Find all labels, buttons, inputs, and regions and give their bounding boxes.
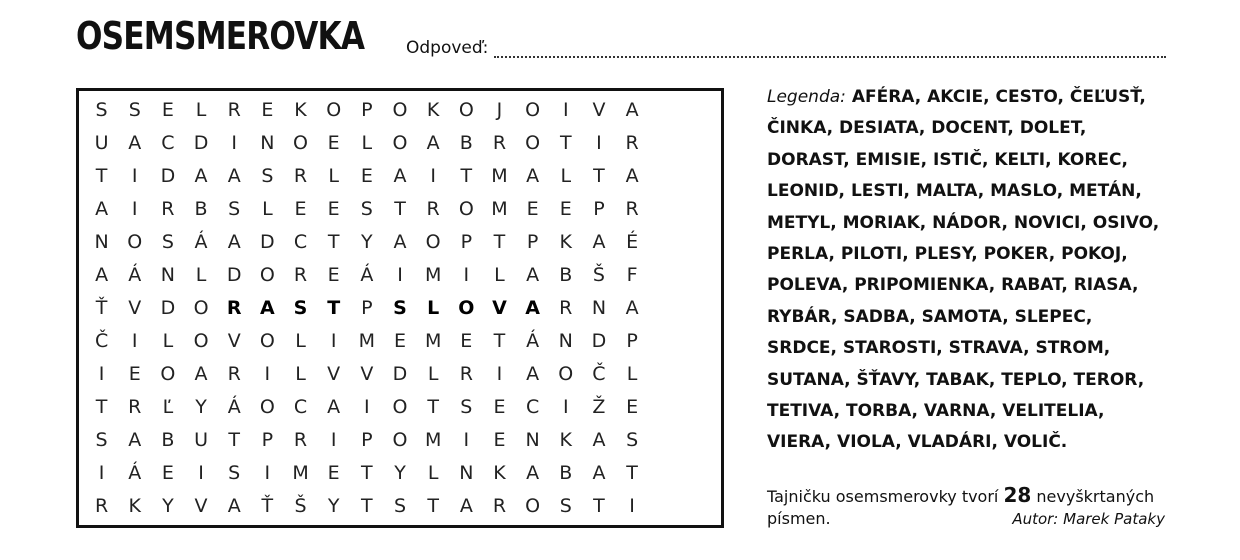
grid-cell[interactable]: E bbox=[327, 263, 340, 286]
grid-cell[interactable]: V bbox=[360, 363, 374, 386]
grid-cell[interactable] bbox=[682, 291, 715, 324]
grid-cell[interactable]: O bbox=[392, 396, 408, 419]
grid-cell[interactable]: Š bbox=[592, 263, 605, 286]
grid-cell[interactable]: O bbox=[259, 330, 275, 353]
grid-cell[interactable]: A bbox=[327, 396, 341, 419]
grid-cell[interactable]: E bbox=[360, 164, 373, 187]
grid-cell[interactable]: I bbox=[397, 263, 403, 286]
grid-cell[interactable]: I bbox=[496, 363, 503, 386]
grid-cell[interactable]: T bbox=[460, 164, 473, 187]
grid-cell[interactable]: U bbox=[94, 131, 109, 154]
grid-cell[interactable]: I bbox=[330, 429, 337, 452]
grid-cell[interactable]: E bbox=[493, 396, 506, 419]
grid-cell[interactable]: A bbox=[426, 131, 440, 154]
legend bbox=[767, 82, 1167, 459]
grid-cell[interactable]: O bbox=[425, 230, 441, 253]
grid-cell[interactable] bbox=[682, 490, 715, 523]
grid-cell[interactable]: I bbox=[330, 330, 337, 353]
grid-cell[interactable]: S bbox=[261, 164, 274, 187]
grid-cell[interactable]: A bbox=[128, 131, 142, 154]
grid-cell[interactable] bbox=[682, 192, 715, 225]
grid-cell[interactable]: O bbox=[525, 98, 541, 121]
grid-cell[interactable]: P bbox=[361, 429, 373, 452]
grid-cell[interactable]: Y bbox=[195, 396, 207, 419]
grid-cell[interactable] bbox=[682, 325, 715, 358]
hidden-letter-count: 28 bbox=[1003, 483, 1032, 507]
grid-cell[interactable]: E bbox=[493, 429, 506, 452]
grid-cell[interactable] bbox=[649, 291, 682, 324]
grid-cell[interactable]: L bbox=[560, 164, 572, 187]
grid-cell[interactable] bbox=[682, 225, 715, 258]
grid-cell[interactable]: A bbox=[592, 429, 606, 452]
grid-cell[interactable]: O bbox=[458, 197, 474, 220]
grid-cell[interactable]: A bbox=[227, 164, 241, 187]
grid-cell[interactable]: T bbox=[95, 396, 108, 419]
grid-cell[interactable]: O bbox=[326, 98, 342, 121]
grid-cell[interactable] bbox=[649, 457, 682, 490]
grid-cell[interactable]: L bbox=[262, 197, 273, 220]
grid-cell[interactable]: N bbox=[591, 296, 607, 319]
grid-cell[interactable]: D bbox=[392, 363, 408, 386]
grid-cell[interactable]: I bbox=[131, 164, 138, 187]
grid-cell[interactable]: O bbox=[127, 230, 143, 253]
grid-cell[interactable]: I bbox=[131, 330, 138, 353]
grid-cell[interactable]: B bbox=[559, 263, 573, 286]
grid-cell[interactable]: Ť bbox=[261, 495, 274, 518]
grid-cell[interactable]: I bbox=[430, 164, 436, 187]
grid-cell[interactable]: C bbox=[293, 396, 308, 419]
grid-cell[interactable]: R bbox=[559, 296, 573, 319]
grid-cell[interactable]: A bbox=[592, 230, 606, 253]
grid-cell[interactable]: Á bbox=[360, 263, 374, 286]
grid-cell[interactable]: P bbox=[261, 429, 274, 452]
grid-cell[interactable]: R bbox=[293, 429, 308, 452]
grid-cell[interactable]: M bbox=[292, 462, 309, 485]
grid-cell[interactable]: D bbox=[160, 164, 176, 187]
grid-cell[interactable]: S bbox=[128, 98, 141, 121]
grid-cell[interactable]: A bbox=[625, 98, 639, 121]
grid-cell[interactable]: S bbox=[559, 495, 572, 518]
grid-cell[interactable]: D bbox=[591, 330, 607, 353]
grid-cell[interactable]: M bbox=[491, 164, 508, 187]
grid-cell[interactable] bbox=[682, 457, 715, 490]
grid-cell[interactable]: K bbox=[294, 98, 307, 121]
grid-cell[interactable]: A bbox=[625, 164, 639, 187]
grid-cell[interactable]: S bbox=[95, 98, 108, 121]
grid-cell[interactable]: O bbox=[259, 263, 275, 286]
grid-cell[interactable]: R bbox=[625, 197, 639, 220]
grid-cell[interactable]: K bbox=[493, 462, 506, 485]
grid-cell[interactable]: T bbox=[626, 462, 638, 485]
grid-cell[interactable]: P bbox=[460, 230, 473, 253]
grid-cell[interactable]: R bbox=[161, 197, 175, 220]
grid-cell[interactable]: T bbox=[593, 495, 605, 518]
grid-cell[interactable]: V bbox=[128, 296, 142, 319]
grid-cell[interactable] bbox=[649, 258, 682, 291]
grid-cell[interactable]: I bbox=[364, 396, 370, 419]
grid-cell[interactable]: S bbox=[393, 495, 407, 518]
grid-cell[interactable]: P bbox=[626, 330, 638, 353]
grid-cell[interactable]: I bbox=[98, 462, 105, 485]
grid-cell[interactable]: A bbox=[625, 296, 639, 319]
grid-cell[interactable]: A bbox=[526, 462, 540, 485]
grid-cell[interactable]: V bbox=[327, 363, 341, 386]
grid-cell[interactable]: N bbox=[558, 330, 573, 353]
grid-cell[interactable]: B bbox=[459, 131, 473, 154]
grid-cell[interactable]: O bbox=[392, 98, 408, 121]
grid-cell[interactable]: A bbox=[95, 197, 109, 220]
grid-cell[interactable]: M bbox=[424, 263, 442, 286]
grid-cell[interactable]: S bbox=[393, 296, 407, 319]
grid-cell[interactable]: O bbox=[392, 131, 408, 154]
grid-cell[interactable]: K bbox=[128, 495, 141, 518]
grid-cell[interactable]: L bbox=[361, 131, 373, 154]
grid-cell[interactable]: E bbox=[327, 197, 340, 220]
footer bbox=[767, 484, 1167, 530]
grid-cell[interactable]: O bbox=[293, 131, 308, 154]
grid-cell[interactable]: S bbox=[228, 462, 241, 485]
grid-cell[interactable]: E bbox=[327, 131, 340, 154]
grid-cell[interactable]: E bbox=[161, 98, 174, 121]
grid-cell[interactable]: A bbox=[194, 164, 208, 187]
grid-cell[interactable]: S bbox=[95, 429, 108, 452]
grid-cell[interactable]: S bbox=[228, 197, 241, 220]
grid-cell[interactable]: M bbox=[358, 330, 376, 353]
grid-cell[interactable]: D bbox=[260, 230, 275, 253]
grid-cell[interactable]: C bbox=[525, 396, 540, 419]
grid-cell[interactable] bbox=[682, 126, 715, 159]
answer-line[interactable] bbox=[406, 38, 1166, 58]
grid-cell[interactable]: T bbox=[493, 330, 506, 353]
grid-cell[interactable]: A bbox=[393, 230, 407, 253]
grid-cell[interactable]: O bbox=[558, 363, 574, 386]
grid-cell[interactable]: E bbox=[294, 197, 307, 220]
grid-cell[interactable]: Ž bbox=[592, 396, 606, 419]
grid-cell[interactable]: O bbox=[259, 396, 275, 419]
grid-cell[interactable]: J bbox=[496, 98, 503, 121]
grid-cell[interactable]: Á bbox=[227, 396, 241, 419]
grid-cell[interactable]: Ť bbox=[95, 296, 108, 319]
grid-cell[interactable]: Á bbox=[194, 230, 208, 253]
grid-cell[interactable]: O bbox=[193, 330, 209, 353]
grid-cell[interactable]: L bbox=[427, 363, 439, 386]
grid-cell[interactable]: L bbox=[162, 330, 174, 353]
grid-cell[interactable]: R bbox=[293, 164, 308, 187]
grid-cell[interactable] bbox=[649, 93, 682, 126]
grid-cell[interactable]: L bbox=[427, 296, 440, 319]
grid-cell[interactable]: O bbox=[458, 296, 475, 319]
grid-cell[interactable]: O bbox=[458, 98, 474, 121]
legend-label: Legenda: bbox=[767, 87, 846, 107]
grid-cell[interactable]: T bbox=[95, 164, 108, 187]
grid-cell[interactable]: I bbox=[629, 495, 635, 518]
grid-cell[interactable]: Y bbox=[361, 230, 373, 253]
grid-cell[interactable]: Y bbox=[327, 495, 340, 518]
grid-cell[interactable]: T bbox=[361, 462, 373, 485]
grid-cell[interactable]: Š bbox=[294, 495, 307, 518]
grid-cell[interactable]: N bbox=[459, 462, 474, 485]
grid-cell[interactable]: M bbox=[424, 429, 442, 452]
grid-cell[interactable]: P bbox=[361, 98, 373, 121]
grid-cell[interactable] bbox=[682, 391, 715, 424]
grid-cell[interactable]: R bbox=[625, 131, 639, 154]
grid-cell[interactable]: Á bbox=[128, 263, 142, 286]
grid-cell[interactable]: L bbox=[295, 363, 306, 386]
grid-cell[interactable]: I bbox=[562, 98, 569, 121]
grid-cell[interactable]: V bbox=[194, 495, 208, 518]
grid-cell[interactable] bbox=[649, 225, 682, 258]
grid-cell[interactable]: F bbox=[626, 263, 638, 286]
grid-cell[interactable]: B bbox=[194, 197, 208, 220]
grid-cell[interactable]: I bbox=[264, 363, 271, 386]
grid-cell[interactable]: S bbox=[360, 197, 373, 220]
grid-cell[interactable] bbox=[649, 358, 682, 391]
grid-cell[interactable]: A bbox=[526, 263, 540, 286]
grid-cell[interactable]: S bbox=[460, 396, 473, 419]
grid-cell[interactable]: B bbox=[559, 462, 573, 485]
grid-cell[interactable]: I bbox=[463, 429, 470, 452]
grid-cell[interactable]: C bbox=[293, 230, 308, 253]
grid-cell[interactable]: I bbox=[596, 131, 602, 154]
grid-cell[interactable]: A bbox=[227, 230, 241, 253]
grid-cell[interactable]: D bbox=[193, 131, 209, 154]
grid-cell[interactable]: Á bbox=[526, 330, 540, 353]
grid-cell[interactable]: P bbox=[593, 197, 605, 220]
grid-cell[interactable]: Č bbox=[94, 330, 109, 353]
grid-cell[interactable]: A bbox=[459, 495, 473, 518]
grid-cell[interactable]: E bbox=[460, 330, 473, 353]
grid-cell[interactable]: I bbox=[562, 396, 569, 419]
grid-cell[interactable]: O bbox=[193, 296, 209, 319]
grid-cell[interactable]: T bbox=[427, 495, 439, 518]
grid-cell[interactable]: E bbox=[393, 330, 406, 353]
grid-cell[interactable]: L bbox=[494, 263, 505, 286]
grid-cell[interactable]: A bbox=[227, 495, 241, 518]
grid-cell[interactable] bbox=[682, 424, 715, 457]
grid-cell[interactable]: D bbox=[226, 263, 242, 286]
grid-cell[interactable]: I bbox=[231, 131, 237, 154]
grid-cell[interactable] bbox=[682, 93, 715, 126]
grid-cell[interactable]: E bbox=[128, 363, 141, 386]
grid-cell[interactable]: L bbox=[295, 330, 306, 353]
grid-cell[interactable]: R bbox=[227, 98, 241, 121]
grid-cell[interactable]: M bbox=[424, 330, 442, 353]
grid-cell[interactable]: S bbox=[626, 429, 639, 452]
grid-cell[interactable]: A bbox=[194, 363, 208, 386]
grid-cell[interactable]: A bbox=[592, 462, 606, 485]
grid-cell[interactable]: R bbox=[128, 396, 142, 419]
author-credit: Autor: Marek Pataky bbox=[1012, 510, 1165, 528]
grid-cell[interactable]: P bbox=[361, 296, 373, 319]
grid-cell[interactable]: I bbox=[98, 363, 105, 386]
answer-dotted-field[interactable] bbox=[494, 42, 1166, 58]
grid-cell[interactable]: A bbox=[526, 363, 540, 386]
footer-text-before: Tajničku osemsmerovky tvorí bbox=[767, 487, 999, 506]
grid-cell[interactable]: L bbox=[195, 98, 207, 121]
grid-cell[interactable]: N bbox=[260, 131, 275, 154]
grid-cell[interactable]: D bbox=[160, 296, 176, 319]
grid-cell[interactable]: T bbox=[228, 429, 240, 452]
grid-cell[interactable] bbox=[682, 258, 715, 291]
grid-cell[interactable]: R bbox=[426, 197, 440, 220]
grid-cell[interactable]: É bbox=[626, 230, 639, 253]
grid-cell[interactable]: E bbox=[261, 98, 274, 121]
grid-cell[interactable]: R bbox=[492, 495, 507, 518]
grid-cell[interactable]: S bbox=[161, 230, 174, 253]
grid-cell[interactable]: T bbox=[327, 230, 340, 253]
grid-cell[interactable]: E bbox=[526, 197, 539, 220]
grid-cell[interactable]: R bbox=[459, 363, 473, 386]
grid-cell[interactable]: I bbox=[463, 263, 470, 286]
grid-cell[interactable]: T bbox=[559, 131, 572, 154]
grid-cell[interactable]: N bbox=[160, 263, 175, 286]
grid-cell[interactable]: V bbox=[492, 296, 507, 319]
grid-cell[interactable]: S bbox=[293, 296, 308, 319]
grid-cell[interactable]: K bbox=[426, 98, 440, 121]
grid-cell[interactable]: K bbox=[559, 429, 573, 452]
grid-cell[interactable]: R bbox=[492, 131, 507, 154]
grid-cell[interactable]: T bbox=[493, 230, 506, 253]
grid-cell[interactable]: L bbox=[328, 164, 339, 187]
grid-cell[interactable]: B bbox=[161, 429, 175, 452]
grid-cell[interactable]: O bbox=[525, 495, 541, 518]
grid-cell[interactable] bbox=[649, 391, 682, 424]
grid-cell[interactable] bbox=[682, 159, 715, 192]
grid-cell[interactable]: M bbox=[491, 197, 508, 220]
grid-cell[interactable]: E bbox=[626, 396, 639, 419]
grid-cell[interactable] bbox=[649, 490, 682, 523]
grid-cell[interactable]: Á bbox=[128, 462, 142, 485]
legend-words: AFÉRA, AKCIE, CESTO, ČEĽUSŤ, ČINKA, DESIATA, DOCENT, DOLET, DORAST, EMISIE, ISTIČ, KELTI, KOREC, LEONID, LESTI, MALTA, MASLO, METÁN, METYL, MORIAK, NÁDOR, NOVICI, OSIVO, PERLA, PILOTI, PLESY, POKER, POKOJ, POLEVA, PRIPOMIENKA, RABAT, RIASA, RYBÁR, SADBA, SAMOTA, SLEPEC, SRDCE, STAROSTI, STRAVA, STROM, SUTANA, ŠŤAVY, TABAK, TEPLO, TEROR, TETIVA, TORBA, VARNA, VELITELIA, VIERA, VIOLA, VLADÁRI, VOLIČ. bbox=[767, 87, 1160, 453]
grid-cell[interactable]: I bbox=[264, 462, 271, 485]
letter-grid bbox=[76, 88, 724, 528]
grid-cell[interactable] bbox=[649, 192, 682, 225]
grid-cell[interactable]: R bbox=[226, 296, 242, 319]
grid-cell[interactable]: E bbox=[559, 197, 572, 220]
grid-cell[interactable]: A bbox=[525, 296, 540, 319]
grid-cell[interactable]: A bbox=[260, 296, 275, 319]
grid-cell[interactable] bbox=[649, 325, 682, 358]
grid-cell[interactable]: C bbox=[161, 131, 175, 154]
grid-cell[interactable]: T bbox=[427, 396, 439, 419]
grid-cell[interactable]: A bbox=[95, 263, 109, 286]
grid-cell[interactable]: A bbox=[526, 164, 540, 187]
grid-cell[interactable]: T bbox=[394, 197, 406, 220]
grid-cell[interactable]: E bbox=[327, 462, 340, 485]
grid-cell[interactable]: A bbox=[128, 429, 142, 452]
grid-cell[interactable]: R bbox=[227, 363, 241, 386]
grid-cell[interactable] bbox=[649, 424, 682, 457]
grid-cell[interactable]: R bbox=[293, 263, 308, 286]
grid-cell[interactable]: K bbox=[559, 230, 573, 253]
grid-cell[interactable]: Y bbox=[162, 495, 174, 518]
grid-cell[interactable]: E bbox=[161, 462, 174, 485]
grid-cell[interactable]: T bbox=[593, 164, 605, 187]
grid-cell[interactable]: V bbox=[592, 98, 606, 121]
grid-cell[interactable]: R bbox=[94, 495, 109, 518]
grid-cell[interactable] bbox=[649, 159, 682, 192]
grid-cell[interactable]: U bbox=[194, 429, 208, 452]
grid-cell[interactable]: T bbox=[327, 296, 341, 319]
puzzle-title: OSEMSMEROVKA bbox=[76, 14, 365, 58]
grid-cell[interactable]: I bbox=[198, 462, 204, 485]
grid-cell[interactable]: O bbox=[392, 429, 408, 452]
answer-label: Odpoveď: bbox=[406, 38, 489, 58]
grid-cell[interactable]: L bbox=[626, 363, 638, 386]
grid-cell[interactable]: P bbox=[526, 230, 539, 253]
grid-cell[interactable]: I bbox=[131, 197, 138, 220]
grid-cell[interactable]: Č bbox=[592, 363, 606, 386]
grid-cell[interactable]: A bbox=[393, 164, 407, 187]
grid-cell[interactable] bbox=[682, 358, 715, 391]
grid-cell[interactable]: N bbox=[94, 230, 109, 253]
grid-cell[interactable]: L bbox=[427, 462, 439, 485]
grid-cell[interactable]: Y bbox=[394, 462, 406, 485]
grid-cell[interactable] bbox=[649, 126, 682, 159]
footer-text-after: nevyškrtaných písmen. bbox=[767, 487, 1155, 528]
grid-cell[interactable]: T bbox=[361, 495, 373, 518]
grid-cell[interactable]: L bbox=[195, 263, 207, 286]
grid-cell[interactable]: O bbox=[525, 131, 541, 154]
grid-cell[interactable]: V bbox=[227, 330, 241, 353]
grid-cell[interactable]: Ľ bbox=[162, 396, 174, 419]
grid-cell[interactable]: N bbox=[525, 429, 540, 452]
grid-cell[interactable]: O bbox=[160, 363, 176, 386]
